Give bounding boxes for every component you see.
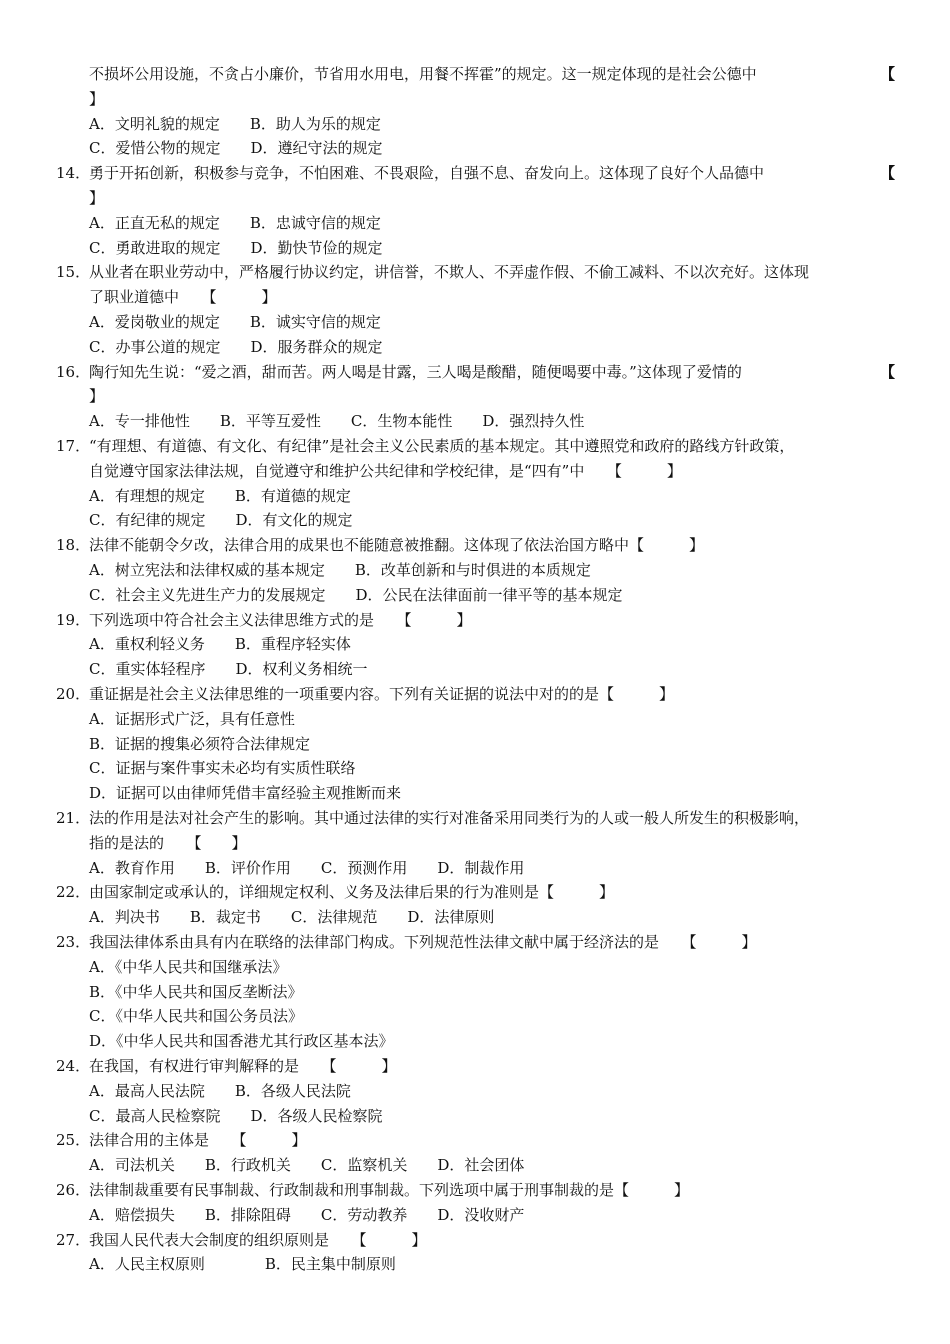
- answer-options: A．专一排他性 B．平等互爱性 C．生物本能性 D．强烈持久性: [89, 412, 585, 430]
- answer-options: C．勇敢进取的规定 D．勤快节俭的规定: [89, 239, 383, 257]
- answer-options: B．证据的搜集必须符合法律规定: [89, 735, 311, 753]
- answer-options: C．社会主义先进生产力的发展规定 D．公民在法律面前一律平等的基本规定: [89, 586, 623, 604]
- question-text: 】: [89, 387, 105, 405]
- answer-options: A．最高人民法院 B．各级人民法院: [89, 1082, 351, 1100]
- question-number: 15．: [56, 263, 91, 281]
- answer-options: C．重实体轻程序 D．权利义务相统一: [89, 660, 368, 678]
- answer-options: C．办事公道的规定 D．服务群众的规定: [89, 338, 383, 356]
- question-number: 14．: [56, 164, 91, 182]
- question-number: 16．: [56, 363, 91, 381]
- question-number: 23．: [56, 933, 91, 951]
- answer-options: A．司法机关 B．行政机关 C．监察机关 D．社会团体: [89, 1156, 525, 1174]
- answer-bracket: 【: [880, 363, 896, 381]
- question-number: 18．: [56, 536, 91, 554]
- answer-options: C．有纪律的规定 D．有文化的规定: [89, 511, 353, 529]
- answer-options: B．《中华人民共和国反垄断法》: [89, 983, 303, 1001]
- answer-options: A．赔偿损失 B．排除阻碍 C．劳动教养 D．没收财产: [89, 1206, 525, 1224]
- answer-options: A．证据形式广泛，具有任意性: [89, 710, 295, 728]
- question-number: 20．: [56, 685, 91, 703]
- question-text: 】: [89, 90, 105, 108]
- answer-options: A．《中华人民共和国继承法》: [89, 958, 288, 976]
- question-number: 24．: [56, 1057, 91, 1075]
- question-text: 在我国，有权进行审判解释的是 【 】: [89, 1057, 397, 1075]
- answer-options: D．《中华人民共和国香港尤其行政区基本法》: [89, 1032, 394, 1050]
- question-text: 勇于开拓创新，积极参与竞争，不怕困难、不畏艰险，自强不息、奋发向上。这体现了良好个人品德中: [89, 164, 765, 182]
- question-text: 由国家制定或承认的，详细规定权利、义务及法律后果的行为准则是【 】: [89, 883, 615, 901]
- question-number: 22．: [56, 883, 91, 901]
- question-number: 26．: [56, 1181, 91, 1199]
- question-text: 我国法律体系由具有内在联络的法律部门构成。下列规范性法律文献中属于经济法的是 【 】: [89, 933, 757, 951]
- question-text: 下列选项中符合社会主义法律思维方式的是 【 】: [89, 611, 472, 629]
- answer-options: A．人民主权原则 B．民主集中制原则: [89, 1255, 396, 1273]
- answer-bracket: 【: [880, 65, 896, 83]
- question-number: 17．: [56, 437, 91, 455]
- question-text: 我国人民代表大会制度的组织原则是 【 】: [89, 1231, 427, 1249]
- answer-options: C．爱惜公物的规定 D．遵纪守法的规定: [89, 139, 383, 157]
- question-text: 自觉遵守国家法律法规，自觉遵守和维护公共纪律和学校纪律，是“四有”中 【 】: [89, 462, 682, 480]
- answer-options: A．爱岗敬业的规定 B．诚实守信的规定: [89, 313, 381, 331]
- answer-options: A．树立宪法和法律权威的基本规定 B．改革创新和与时俱进的本质规定: [89, 561, 591, 579]
- answer-options: A．重权利轻义务 B．重程序轻实体: [89, 635, 351, 653]
- question-number: 25．: [56, 1131, 91, 1149]
- question-text: 法律合用的主体是 【 】: [89, 1131, 307, 1149]
- question-number: 27．: [56, 1231, 91, 1249]
- question-text: 重证据是社会主义法律思维的一项重要内容。下列有关证据的说法中对的的是【 】: [89, 685, 675, 703]
- answer-options: A．文明礼貌的规定 B．助人为乐的规定: [89, 115, 381, 133]
- answer-options: A．正直无私的规定 B．忠诚守信的规定: [89, 214, 381, 232]
- question-text: 】: [89, 189, 105, 207]
- question-text: 从业者在职业劳动中，严格履行协议约定，讲信誉，不欺人、不弄虚作假、不偷工减料、不以次充好。这体现: [89, 263, 810, 281]
- answer-bracket: 【: [880, 164, 896, 182]
- question-number: 19．: [56, 611, 91, 629]
- answer-options: D．证据可以由律师凭借丰富经验主观推断而来: [89, 784, 402, 802]
- answer-options: A．教育作用 B．评价作用 C．预测作用 D．制裁作用: [89, 859, 525, 877]
- answer-options: C．最高人民检察院 D．各级人民检察院: [89, 1107, 383, 1125]
- question-number: 21．: [56, 809, 91, 827]
- question-text: 法的作用是法对社会产生的影响。其中通过法律的实行对准备采用同类行为的人或一般人所发生的积极影响，: [89, 809, 810, 827]
- answer-options: A．有理想的规定 B．有道德的规定: [89, 487, 351, 505]
- question-text: 陶行知先生说：“爱之酒，甜而苦。两人喝是甘露，三人喝是酸醋，随便喝要中毒。”这体现了爱情的: [89, 363, 742, 381]
- question-text: 法律不能朝令夕改，法律合用的成果也不能随意被推翻。这体现了依法治国方略中【 】: [89, 536, 705, 554]
- question-text: 了职业道德中 【 】: [89, 288, 277, 306]
- answer-options: A．判决书 B．裁定书 C．法律规范 D．法律原则: [89, 908, 495, 926]
- answer-options: C．证据与案件事实未必均有实质性联络: [89, 759, 356, 777]
- question-text: 法律制裁重要有民事制裁、行政制裁和刑事制裁。下列选项中属于刑事制裁的是【 】: [89, 1181, 690, 1199]
- question-text: 指的是法的 【 】: [89, 834, 247, 852]
- question-text: 不损坏公用设施，不贪占小廉价，节省用水用电，用餐不挥霍”的规定。这一规定体现的是社会公德中: [89, 65, 757, 83]
- answer-options: C．《中华人民共和国公务员法》: [89, 1007, 303, 1025]
- question-text: “有理想、有道德、有文化、有纪律”是社会主义公民素质的基本规定。其中遵照党和政府的路线方针政策，: [89, 437, 795, 455]
